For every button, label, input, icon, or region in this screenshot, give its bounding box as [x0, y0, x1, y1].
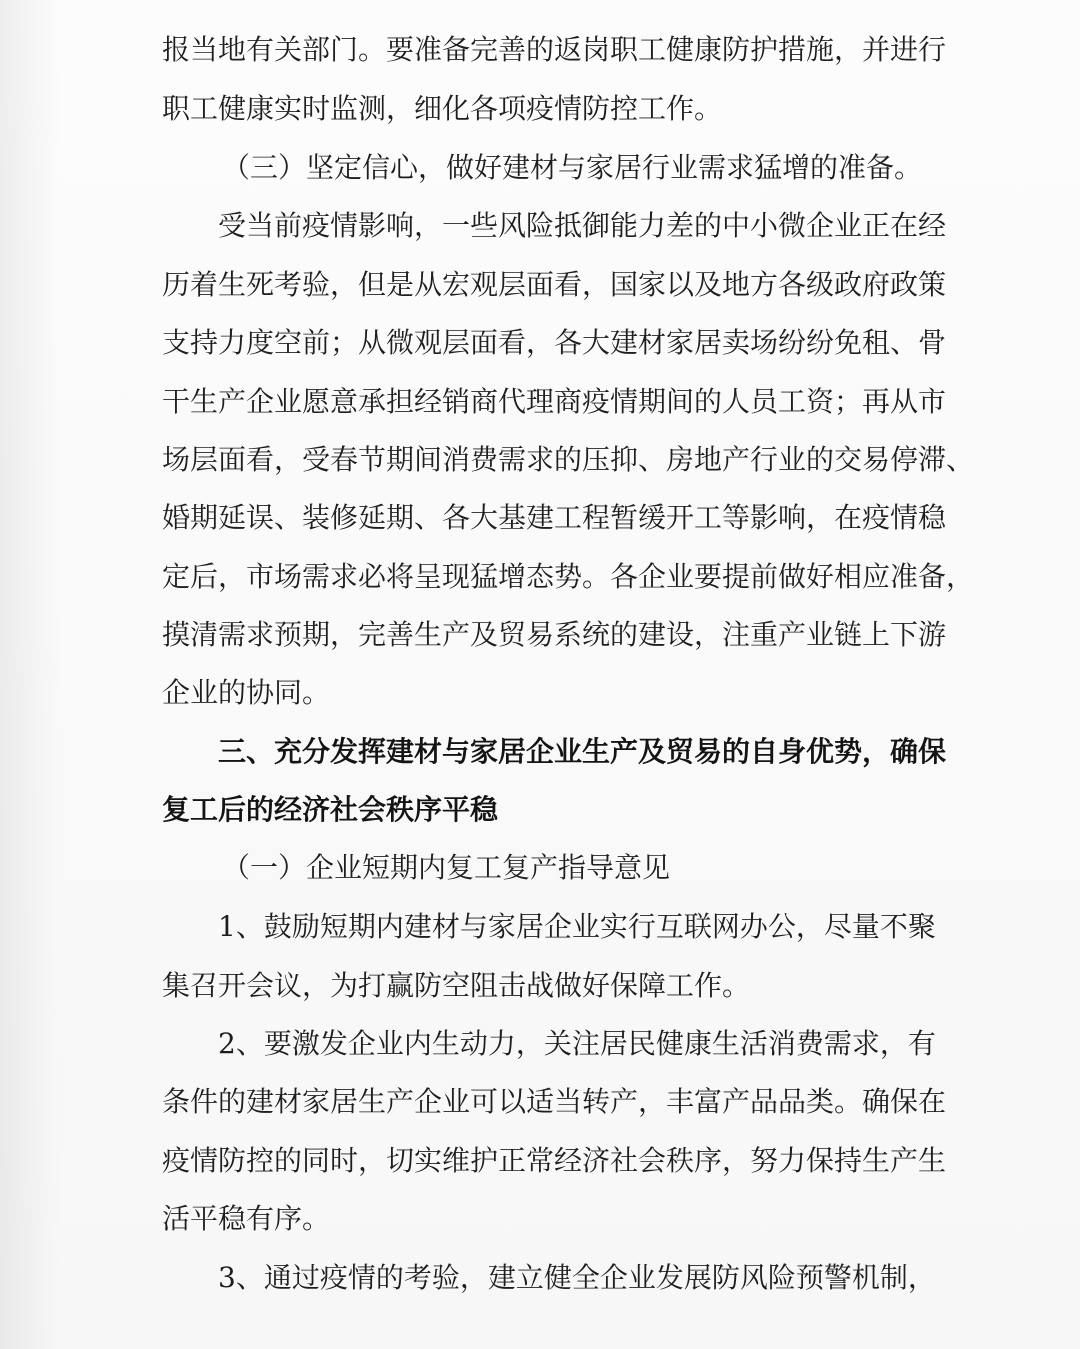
- paragraph-line: 活平稳有序。: [162, 1202, 331, 1235]
- subsection-heading-1: （一）企业短期内复工复产指导意见: [222, 851, 671, 884]
- paragraph-line: 1、鼓励短期内建材与家居企业实行互联网办公，尽量不聚: [218, 910, 936, 943]
- paragraph-line: 报当地有关部门。要准备完善的返岗职工健康防护措施，并进行: [162, 33, 947, 66]
- section-heading-3-cont: 复工后的经济社会秩序平稳: [162, 793, 499, 826]
- paragraph-line: 干生产企业愿意承担经销商代理商疫情期间的人员工资；再从市: [162, 385, 947, 418]
- page-edge-shadow: [0, 0, 60, 1349]
- paragraph-line: 婚期延误、装修延期、各大基建工程暂缓开工等影响，在疫情稳: [162, 501, 947, 534]
- paragraph-line: 条件的建材家居生产企业可以适当转产，丰富产品品类。确保在: [162, 1085, 947, 1118]
- paragraph-line: 集召开会议，为打赢防空阻击战做好保障工作。: [162, 969, 751, 1002]
- paragraph-line: 支持力度空前；从微观层面看，各大建材家居卖场纷纷免租、骨: [162, 326, 947, 359]
- section-heading-3: 三、充分发挥建材与家居企业生产及贸易的自身优势，确保: [218, 735, 947, 768]
- paragraph-line: 历着生死考验，但是从宏观层面看，国家以及地方各级政府政策: [162, 268, 947, 301]
- paragraph-line: 疫情防控的同时，切实维护正常经济社会秩序，努力保持生产生: [162, 1144, 947, 1177]
- paragraph-line: 2、要激发企业内生动力，关注居民健康生活消费需求，有: [218, 1027, 936, 1060]
- paragraph-line: 定后，市场需求必将呈现猛增态势。各企业要提前做好相应准备，: [162, 560, 975, 593]
- paragraph-line: 场层面看，受春节期间消费需求的压抑、房地产行业的交易停滞、: [162, 443, 975, 476]
- subsection-heading-3: （三）坚定信心，做好建材与家居行业需求猛增的准备。: [222, 151, 923, 184]
- paragraph-line: 摸清需求预期，完善生产及贸易系统的建设，注重产业链上下游: [162, 618, 947, 651]
- paragraph-line: 受当前疫情影响，一些风险抵御能力差的中小微企业正在经: [218, 209, 947, 242]
- paragraph-line: 职工健康实时监测，细化各项疫情防控工作。: [162, 92, 723, 125]
- paragraph-line: 3、通过疫情的考验，建立健全企业发展防风险预警机制，: [218, 1261, 936, 1294]
- paragraph-line: 企业的协同。: [162, 676, 331, 709]
